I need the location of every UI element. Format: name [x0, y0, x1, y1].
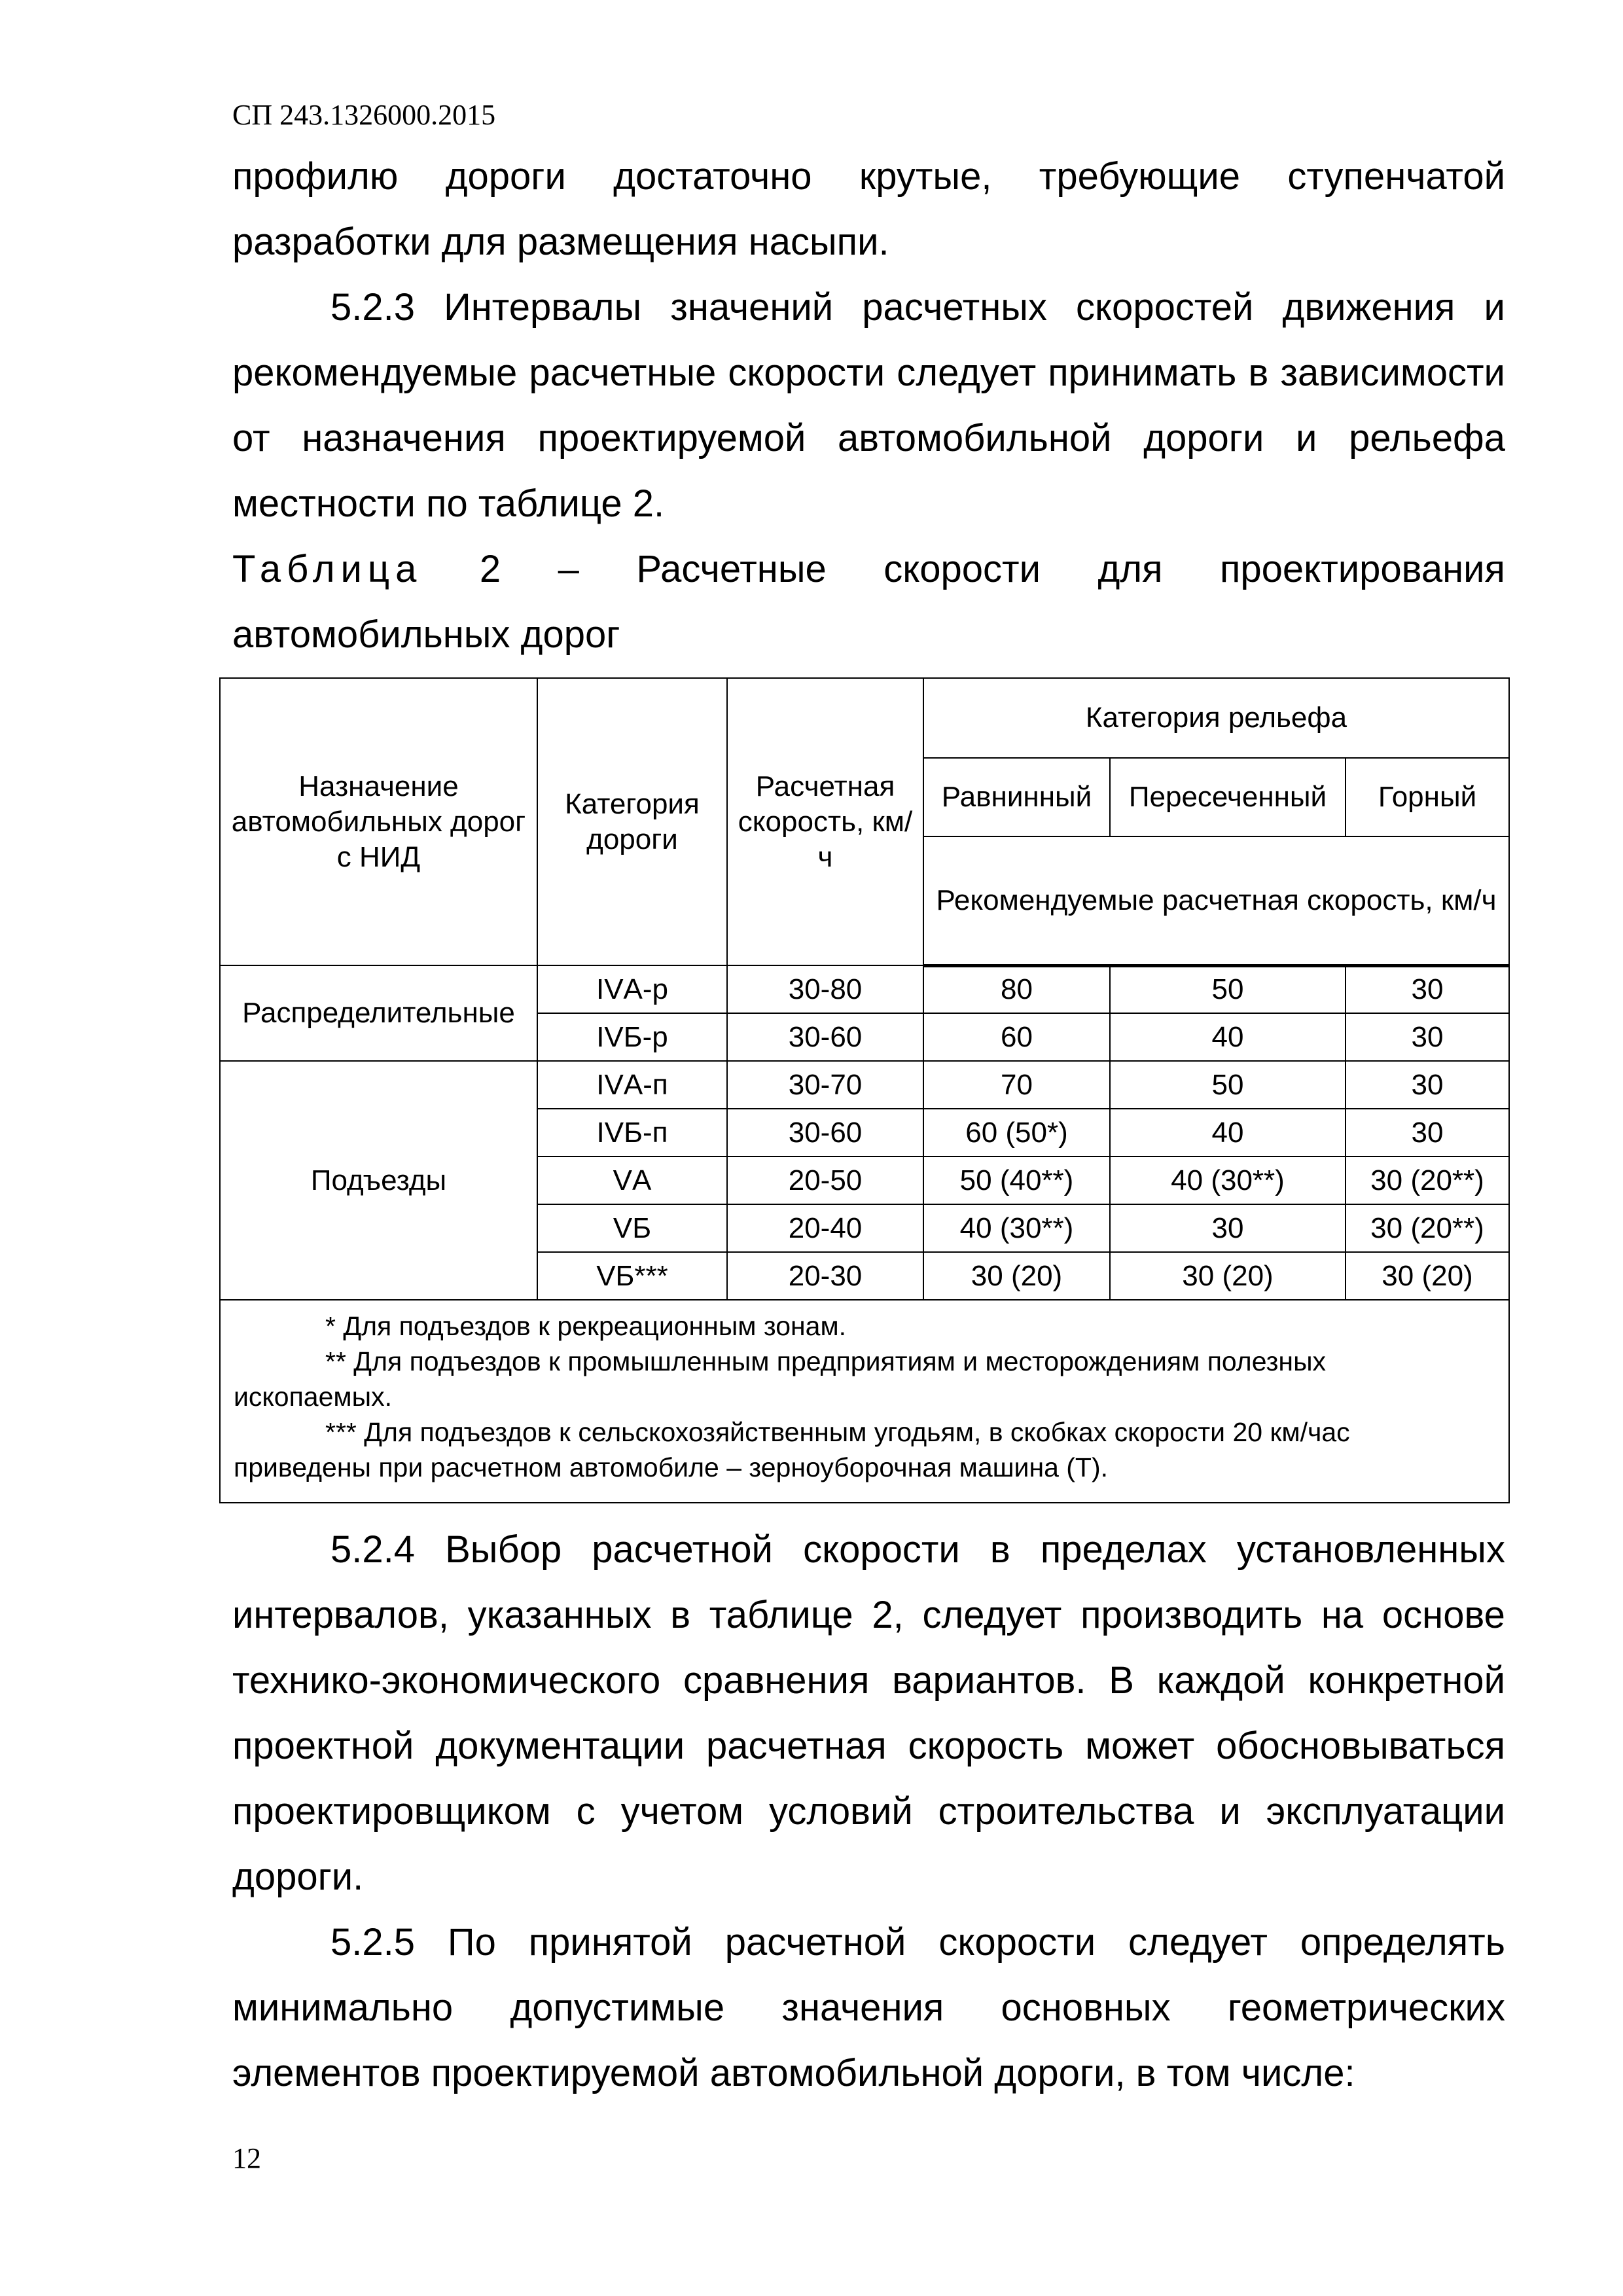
word: основных [1001, 1986, 1171, 2029]
standard-code: СП 243.1326000.2015 [232, 99, 496, 131]
cell-mountain: 30 [1346, 965, 1509, 1013]
word: допустимые [510, 1986, 725, 2029]
word: строительства [938, 1790, 1194, 1833]
word: вариантов. [892, 1659, 1086, 1702]
text-line [232, 1648, 1505, 1713]
caption-line [232, 537, 1505, 602]
cell-rough: 40 [1110, 1013, 1346, 1061]
word: может [1085, 1725, 1195, 1767]
word: на [1321, 1594, 1364, 1636]
word: ступенчатой [1287, 155, 1505, 198]
word: в [990, 1528, 1010, 1571]
header-category: Категория дороги [537, 678, 727, 965]
cell-rough: 40 (30**) [1110, 1157, 1346, 1204]
header-relief: Категория рельефа [923, 678, 1509, 758]
text-line: элементов проектируемой автомобильной дороги, в том числе: [232, 2052, 1355, 2094]
word: принятой [528, 1921, 692, 1964]
caption-number: 2 [479, 548, 501, 590]
word: достаточно [613, 155, 812, 198]
word: проектировщиком [232, 1790, 551, 1833]
text-line [232, 1910, 1505, 1975]
word: скорости [938, 1921, 1096, 1964]
word: и [1484, 286, 1505, 329]
table-row [220, 1061, 1509, 1109]
text-line [232, 1583, 1505, 1648]
word: профилю [232, 155, 399, 198]
text-line [232, 406, 1505, 471]
word: расчетная [706, 1725, 887, 1767]
word: расчетных [862, 286, 1047, 329]
word: расчетные [529, 351, 717, 394]
cell-category: VБ [537, 1204, 727, 1252]
cell-speed: 30-80 [727, 965, 923, 1013]
note-line: *** Для подъездов к сельскохозяйственным угодьям, в скобках скорости 20 км/час [325, 1417, 1350, 1447]
paragraph-5-2-5 [232, 1910, 1505, 2106]
word: Выбор [445, 1528, 562, 1571]
caption-word: Расчетные [636, 548, 827, 590]
word: учетом [620, 1790, 744, 1833]
cell-flat: 60 [923, 1013, 1110, 1061]
text-line [232, 275, 1505, 340]
text-line: местности по таблице 2. [232, 482, 665, 525]
cell-category: IVБ-п [537, 1109, 727, 1157]
cell-rough: 30 [1110, 1204, 1346, 1252]
word: в [670, 1594, 691, 1636]
word: значения [781, 1986, 944, 2029]
caption-line-2: автомобильных дорог [232, 613, 620, 656]
cell-mountain: 30 (20**) [1346, 1204, 1509, 1252]
cell-speed: 20-30 [727, 1252, 923, 1300]
word: требующие [1039, 155, 1241, 198]
cell-speed: 30-60 [727, 1013, 923, 1061]
note-line: приведены при расчетном автомобиле – зерноуборочная машина (Т). [234, 1452, 1109, 1482]
word: следует [897, 351, 1037, 394]
note-line: ** Для подъездов к промышленным предприятиям и месторождениям полезных [325, 1346, 1327, 1376]
word: движения [1282, 286, 1455, 329]
word: следует [1128, 1921, 1268, 1964]
cell-rough: 50 [1110, 965, 1346, 1013]
word: дороги [1143, 417, 1264, 459]
word: установленных [1236, 1528, 1505, 1571]
word: По [447, 1921, 496, 1964]
header-purpose: Назначение автомобильных дорог с НИД [220, 678, 537, 965]
word: таблице [709, 1594, 853, 1636]
word: от [232, 417, 270, 459]
word: технико-экономического [232, 1659, 661, 1702]
cell-speed: 30-60 [727, 1109, 923, 1157]
cell-flat: 30 (20) [923, 1252, 1110, 1300]
word: автомобильной [838, 417, 1112, 459]
caption-word: проектирования [1219, 548, 1505, 590]
word: крутые, [859, 155, 992, 198]
word: скорости [803, 1528, 960, 1571]
word: проектной [232, 1725, 414, 1767]
word: 5.2.3 [330, 286, 415, 329]
cell-category: IVА-п [537, 1061, 727, 1109]
group-name: Распределительные [220, 965, 537, 1061]
word: проектируемой [537, 417, 806, 459]
table-row [220, 965, 1509, 1013]
design-speed-table [219, 677, 1510, 1503]
cell-category: IVА-р [537, 965, 727, 1013]
word: сравнения [683, 1659, 870, 1702]
word: в [1248, 351, 1269, 394]
word: значений [670, 286, 834, 329]
word: эксплуатации [1266, 1790, 1505, 1833]
paragraph-5-2-3 [232, 275, 1505, 537]
word: пределах [1040, 1528, 1207, 1571]
word: расчетной [592, 1528, 773, 1571]
text-line [232, 1713, 1505, 1779]
cell-category: VБ*** [537, 1252, 727, 1300]
word: указанных [467, 1594, 652, 1636]
text-line [232, 1975, 1505, 2041]
text-line [232, 340, 1505, 406]
speed-table-wrapper [219, 677, 1510, 1503]
header-flat: Равнинный [923, 758, 1110, 836]
caption-word: скорости [883, 548, 1041, 590]
word: обосновываться [1216, 1725, 1505, 1767]
paragraph-5-2-4 [232, 1517, 1505, 1910]
cell-flat: 70 [923, 1061, 1110, 1109]
cell-mountain: 30 [1346, 1109, 1509, 1157]
word: назначения [302, 417, 506, 459]
word: интервалов, [232, 1594, 449, 1636]
cell-rough: 50 [1110, 1061, 1346, 1109]
cell-mountain: 30 [1346, 1013, 1509, 1061]
word: рекомендуемые [232, 351, 518, 394]
table-notes [220, 1300, 1509, 1503]
cell-category: VА [537, 1157, 727, 1204]
word: производить [1080, 1594, 1303, 1636]
word: принимать [1048, 351, 1237, 394]
cell-mountain: 30 [1346, 1061, 1509, 1109]
text-line [232, 1517, 1505, 1583]
word: дороги [445, 155, 566, 198]
text-line [232, 1779, 1505, 1844]
cell-speed: 20-40 [727, 1204, 923, 1252]
word: Интервалы [444, 286, 642, 329]
cell-speed: 30-70 [727, 1061, 923, 1109]
cell-rough: 40 [1110, 1109, 1346, 1157]
text-line: дороги. [232, 1856, 364, 1898]
word: геометрических [1227, 1986, 1505, 2029]
text-line: разработки для размещения насыпи. [232, 221, 889, 263]
caption-word: для [1097, 548, 1163, 590]
word: 5.2.5 [330, 1921, 415, 1964]
cell-flat: 50 (40**) [923, 1157, 1110, 1204]
word: 2, [872, 1594, 904, 1636]
cell-flat: 60 (50*) [923, 1109, 1110, 1157]
note-line: * Для подъездов к рекреационным зонам. [325, 1311, 847, 1341]
caption-label: Таблица [232, 548, 423, 590]
word: скоростей [1076, 286, 1254, 329]
header-mountain: Горный [1346, 758, 1509, 836]
page-number: 12 [232, 2142, 261, 2174]
note-line: ископаемых. [234, 1382, 392, 1412]
word: расчетной [724, 1921, 906, 1964]
word: каждой [1156, 1659, 1285, 1702]
cell-category: IVБ-р [537, 1013, 727, 1061]
word: зависимости [1280, 351, 1505, 394]
word: скорость [908, 1725, 1064, 1767]
word: документации [435, 1725, 685, 1767]
cell-mountain: 30 (20) [1346, 1252, 1509, 1300]
header-speed: Расчетная скорость, км/ч [727, 678, 923, 965]
paragraph-continuation [232, 144, 1505, 275]
group-name: Подъезды [220, 1061, 537, 1300]
word: условий [769, 1790, 913, 1833]
word: скорости [728, 351, 885, 394]
header-rough: Пересеченный [1110, 758, 1346, 836]
text-line [232, 144, 1505, 209]
caption-dash: – [558, 548, 579, 590]
cell-flat: 80 [923, 965, 1110, 1013]
cell-rough: 30 (20) [1110, 1252, 1346, 1300]
word: 5.2.4 [330, 1528, 415, 1571]
word: конкретной [1308, 1659, 1505, 1702]
cell-flat: 40 (30**) [923, 1204, 1110, 1252]
cell-speed: 20-50 [727, 1157, 923, 1204]
cell-mountain: 30 (20**) [1346, 1157, 1509, 1204]
word: определять [1300, 1921, 1505, 1964]
header-recommended: Рекомендуемые расчетная скорость, км/ч [923, 836, 1509, 965]
word: В [1109, 1659, 1134, 1702]
word: и [1296, 417, 1317, 459]
word: минимально [232, 1986, 454, 2029]
word: с [576, 1790, 596, 1833]
word: следует [922, 1594, 1062, 1636]
word: основе [1382, 1594, 1505, 1636]
word: рельефа [1349, 417, 1505, 459]
table-caption [232, 537, 1505, 668]
word: и [1219, 1790, 1241, 1833]
